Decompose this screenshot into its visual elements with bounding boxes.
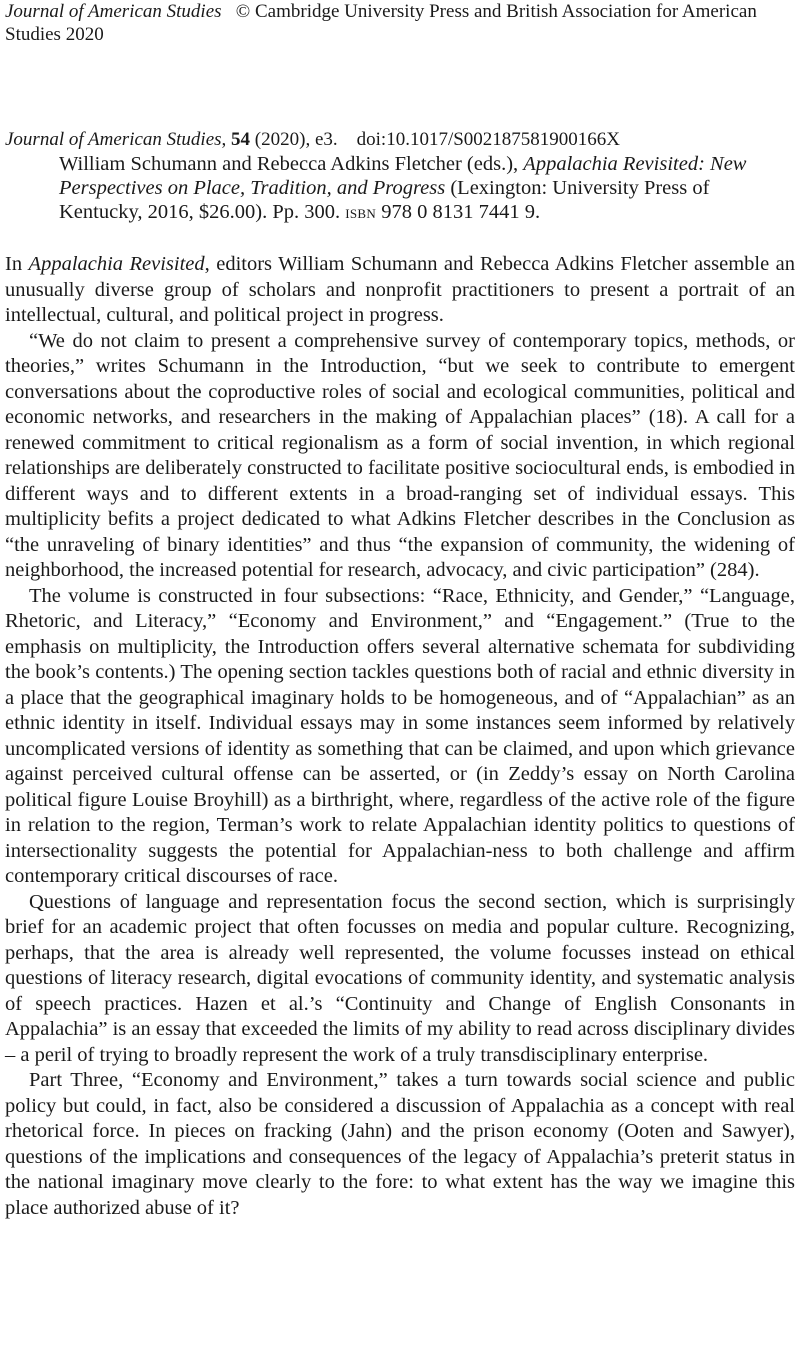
isbn-label: isbn: [345, 202, 377, 223]
citation-year: (2020), e3.: [254, 129, 338, 150]
paragraph: [5, 252, 795, 329]
paragraph: The volume is constructed in four subsections: “Race, Ethnicity, and Gender,” “Language, Rhetoric, and Literacy,” “Economy and Environment,” and “Engagement.” (True to the emphasis on multiplicity, the Introduction offers several alternative schemata for subdividing the book’s contents.) The opening section tackles questions both of racial and ethnic diversity in a place that the geographical imaginary holds to be homogeneous, and of “Appalachian” as an ethnic identity in itself. Individual essays may in some instances seem informed by relatively uncomplicated versions of identity as something that can be claimed, and upon which grievance against perceived cultural offense can be asserted, or (in Zeddy’s essay on North Carolina political figure Louise Broyhill) as a birthright, where, regardless of the active role of the figure in relation to the region, Terman’s work to relate Appalachian identity politics to questions of intersectionality suggests the potential for Appalachian-ness to both challenge and affirm contemporary critical discourses of race.: [5, 584, 795, 887]
paragraph: Part Three, “Economy and Environment,” takes a turn towards social science and public policy but could, in fact, also be considered a discussion of Appalachia as a concept with real rhetorical force. In pieces on fracking (Jahn) and the prison economy (Ooten and Sawyer), questions of the implications and consequences of the legacy of Appalachia’s preterit status in the national imaginary move clearly to the fore: to what extent has the way we imagine this place authorized abuse of it?: [5, 1069, 795, 1219]
paragraph: Questions of language and representation focus the second section, which is surprisingly brief for an academic project that often focusses on media and popular culture. Recognizing, perhaps, that the area is already well represented, the volume focusses instead on ethical questions of literacy research, digital evocations of community identity, and systematic analysis of speech practices. Hazen et al.’s “Continuity and Change of English Consonants in Appalachia” is an essay that exceeded the limits of my ability to read across disciplinary divides – a peril of trying to broadly represent the work of a truly transdisciplinary enterprise.: [5, 890, 795, 1066]
book-isbn: 978 0 8131 7441 9.: [381, 201, 541, 223]
book-editors: William Schumann and Rebecca Adkins Fletcher (eds.),: [59, 153, 519, 175]
review-body: [5, 252, 795, 1221]
citation-doi[interactable]: doi:10.1017/S002187581900166X: [356, 129, 621, 150]
article-citation: Journal of American Studies, 54 (2020), e3. doi:10.1017/S002187581900166X: [5, 129, 621, 150]
header-copyright: © Cambridge University Press and British Association for American Studies 2020: [5, 1, 757, 45]
header-journal-name: Journal of American Studies: [5, 1, 222, 22]
book-reference: [59, 152, 793, 225]
italic-book-title: Appalachia Revisited: [28, 253, 205, 275]
citation-journal: Journal of American Studies: [5, 129, 222, 150]
paragraph-text: In: [5, 253, 29, 275]
paragraph-text: , editors William Schumann and Rebecca Adkins Fletcher assemble an unusually diverse group of scholars and nonprofit practitioners to present a portrait of an intellectual, cultural, and political project in progress.: [5, 253, 795, 326]
book-title: Appalachia Revisited: New Perspectives on Place, Tradition, and Progress: [59, 153, 747, 199]
book-publisher: (Lexington: University Press of Kentucky, 2016, $26.00). Pp. 300.: [59, 177, 710, 223]
citation-volume: 54: [231, 129, 251, 150]
paragraph: “We do not claim to present a comprehensive survey of contemporary topics, methods, or theories,” writes Schumann in the Introduction, “but we seek to contribute to emergent conversations about the coproductive roles of social and ecological communities, political and economic networks, and researchers in the making of Appalachian places” (18). A call for a renewed commitment to critical regionalism as a form of social invention, in which regional relationships are deliberately constructed to facilitate positive sociocultural ends, is embodied in different ways and to different extents in a broad-ranging set of individual essays. This multiplicity befits a project dedicated to what Adkins Fletcher describes in the Conclusion as “the unraveling of binary identities” and thus “the expansion of community, the widening of neighborhood, the increased potential for research, advocacy, and civic participation” (284).: [5, 329, 795, 581]
page-header: [5, 0, 795, 46]
